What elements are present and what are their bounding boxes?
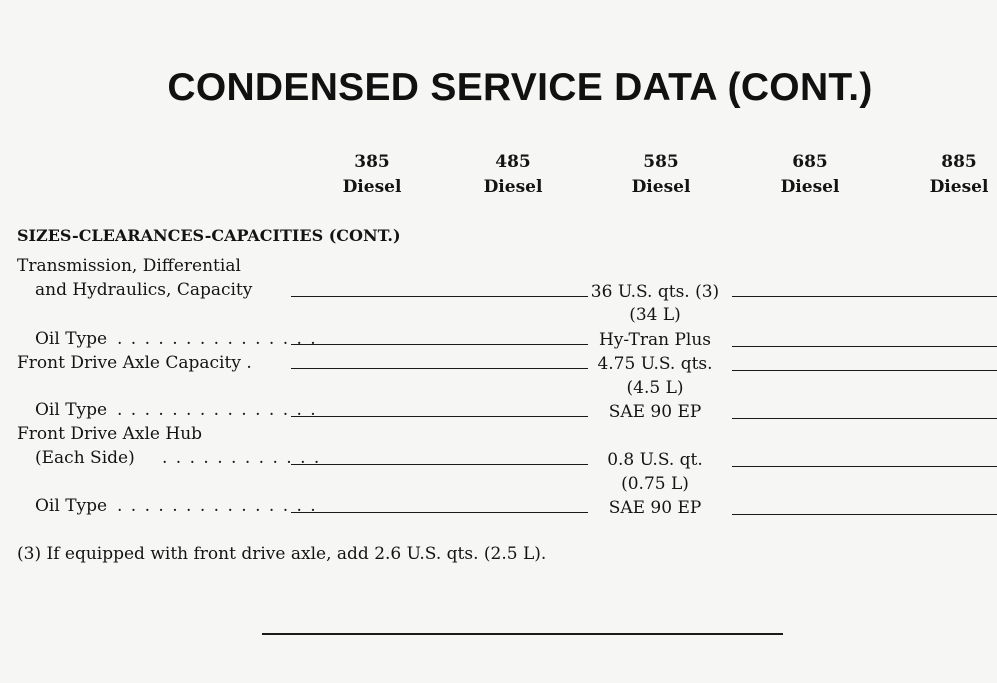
- column-model: 885: [941, 152, 977, 172]
- leader-line: [291, 344, 588, 345]
- leader-line: [291, 416, 588, 417]
- column-header-385: [317, 150, 427, 200]
- value-transmission-capacity-metric: (34 L): [629, 305, 681, 325]
- page-title: CONDENSED SERVICE DATA (CONT.): [167, 66, 873, 109]
- dot-leader: . . . . . . . . . . . . . . .: [117, 400, 318, 420]
- value-hub-oil-type: SAE 90 EP: [608, 498, 702, 518]
- leader-line: [732, 346, 997, 347]
- row-label-transmission-cont: and Hydraulics, Capacity: [35, 280, 253, 300]
- leader-line: [732, 514, 997, 515]
- column-model: 485: [495, 152, 531, 172]
- dot-leader: . . . . . . . . . . . .: [162, 448, 321, 468]
- row-label-front-axle-capacity: Front Drive Axle Capacity .: [17, 353, 252, 373]
- row-label-oil-type: Oil Type: [35, 329, 108, 349]
- column-type: Diesel: [780, 177, 840, 197]
- row-label-front-axle-hub-cont: (Each Side): [35, 448, 135, 468]
- row-label-transmission: Transmission, Differential: [17, 256, 241, 276]
- column-type: Diesel: [929, 177, 989, 197]
- leader-line: [291, 512, 588, 513]
- row-label-front-axle-hub: Front Drive Axle Hub: [17, 424, 203, 444]
- leader-line: [732, 296, 997, 297]
- column-header-485: [458, 150, 568, 200]
- column-type: Diesel: [631, 177, 691, 197]
- value-front-axle-capacity: 4.75 U.S. qts.: [597, 354, 713, 374]
- footnote: (3) If equipped with front drive axle, add 2.6 U.S. qts. (2.5 L).: [17, 544, 547, 564]
- leader-line: [291, 368, 588, 369]
- column-model: 685: [792, 152, 828, 172]
- column-header-585: [606, 150, 716, 200]
- column-header-885: [904, 150, 997, 200]
- column-header-685: [755, 150, 865, 200]
- column-type: Diesel: [342, 177, 402, 197]
- value-transmission-oil-type: Hy-Tran Plus: [598, 330, 712, 350]
- value-front-axle-hub-metric: (0.75 L): [621, 474, 689, 494]
- leader-line: [732, 370, 997, 371]
- column-type: Diesel: [483, 177, 543, 197]
- leader-line: [291, 296, 588, 297]
- column-model: 385: [354, 152, 390, 172]
- row-label-oil-type: Oil Type: [35, 496, 108, 516]
- leader-line: [291, 464, 588, 465]
- value-front-axle-capacity-metric: (4.5 L): [626, 378, 684, 398]
- value-transmission-capacity: 36 U.S. qts. (3): [590, 282, 720, 302]
- value-front-axle-oil-type: SAE 90 EP: [608, 402, 702, 422]
- section-title: SIZES-CLEARANCES-CAPACITIES (CONT.): [17, 226, 401, 245]
- bottom-divider: [262, 633, 783, 635]
- row-label-oil-type: Oil Type: [35, 400, 108, 420]
- dot-leader: . . . . . . . . . . . . . . .: [117, 496, 318, 516]
- dot-leader: . . . . . . . . . . . . . . .: [117, 329, 318, 349]
- value-front-axle-hub: 0.8 U.S. qt.: [607, 450, 703, 470]
- leader-line: [732, 418, 997, 419]
- column-model: 585: [643, 152, 679, 172]
- leader-line: [732, 466, 997, 467]
